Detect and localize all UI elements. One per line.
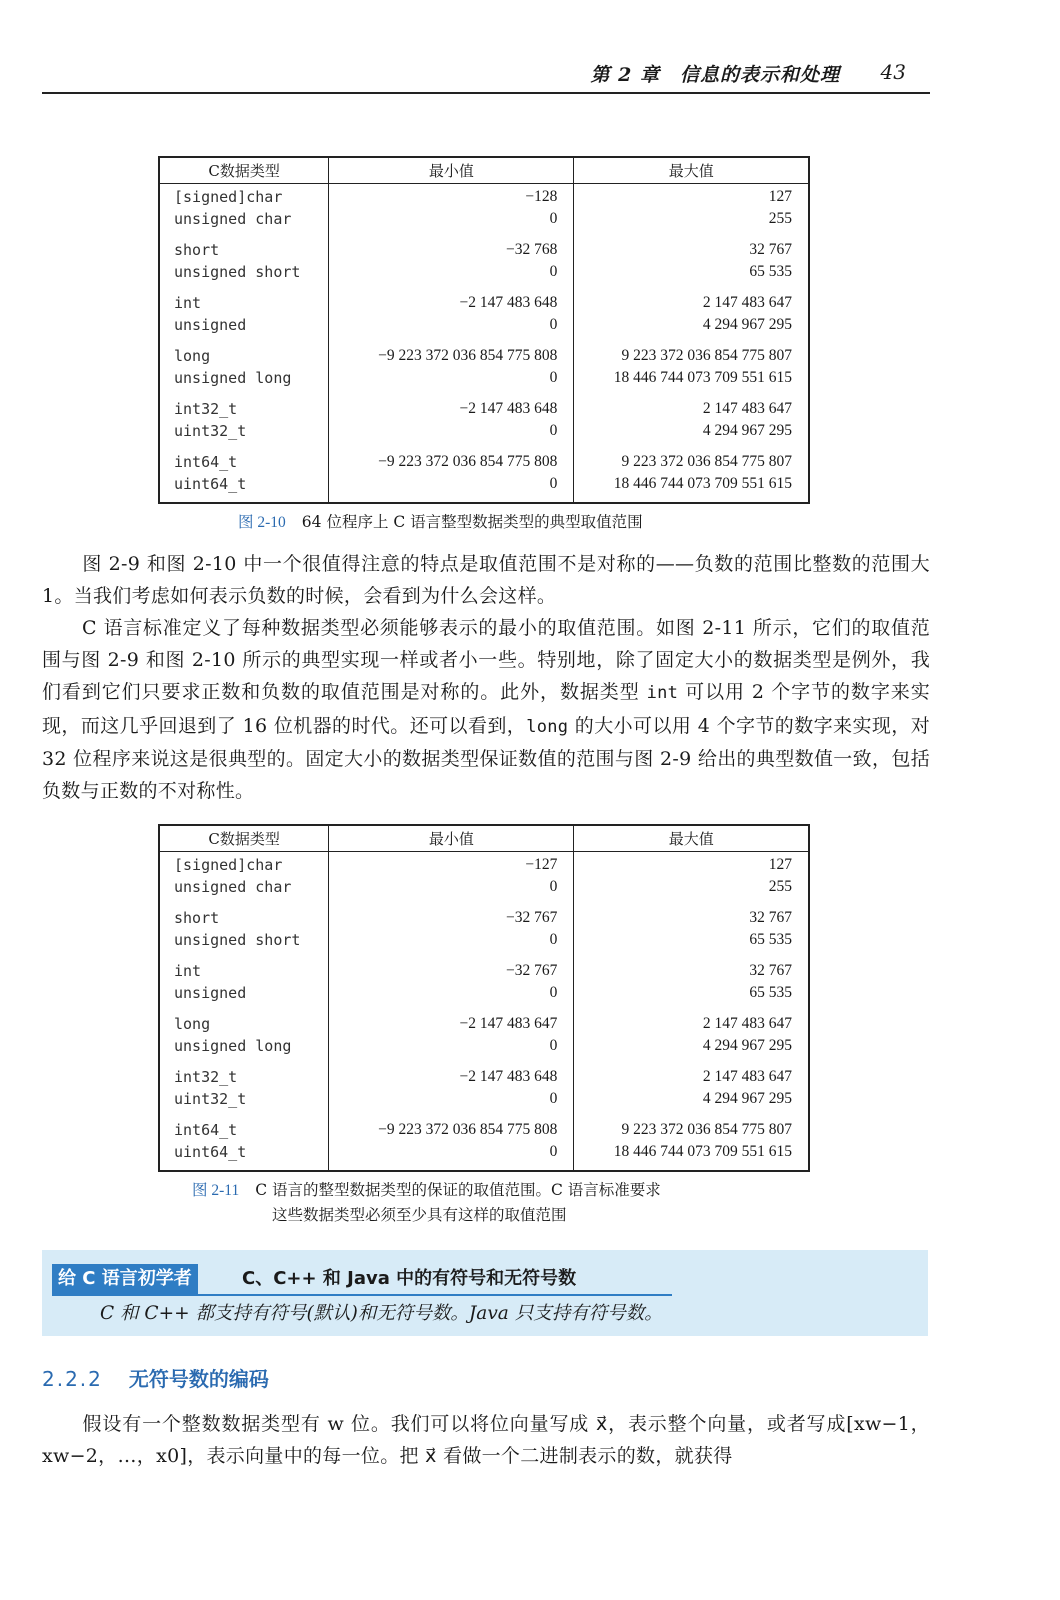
min-value: −2 147 483 647 (459, 1015, 558, 1032)
paragraph-text: 的大小可以用 4 个字节的数字来实现，对 32 位程序来说这是很典型的。固定大小的数据类型保证数值的范围与图 2-9 给出的典型数值一致，包括负数与正数的不对称性。 (42, 714, 931, 803)
column-header-max: 最大值 (574, 157, 809, 184)
aside-box (42, 1250, 928, 1336)
figure-label: 图 2-11 (192, 1182, 240, 1199)
table-row (159, 343, 809, 396)
type-name: unsigned (174, 316, 247, 334)
table-row (159, 290, 809, 343)
max-value: 2 147 483 647 (702, 400, 792, 417)
caption-text: 64 位程序上 C 语言整型数据类型的典型取值范围 (301, 513, 643, 531)
min-value: −2 147 483 648 (459, 1068, 558, 1085)
max-value: 9 223 372 036 854 775 807 (621, 453, 792, 470)
section-number: 2.2.2 (42, 1367, 103, 1391)
table-row (159, 396, 809, 449)
type-name: long (174, 347, 211, 365)
max-value: 127 (768, 188, 792, 205)
max-value: 65 535 (749, 263, 792, 280)
paragraph-text: C 语言标准定义了每种数据类型必须能够表示的最小的取值范围。如图 2-11 所示，它们的取值范围与图 2-9 和图 2-10 所示的典型实现一样或者小一些。特别地，除了固定大小的数据类型是例外，我们看到它们只要求正数和负数的取值范围是对称的。此外，数据类型 (42, 617, 930, 704)
type-name: [signed]char (174, 856, 283, 874)
type-name: short (174, 909, 220, 927)
max-value: 255 (768, 210, 792, 227)
max-value: 2 147 483 647 (702, 294, 792, 311)
min-value: 0 (549, 316, 558, 333)
column-header-type: C数据类型 (159, 157, 329, 184)
body-paragraph (42, 1408, 930, 1472)
min-value: −32 767 (506, 909, 558, 926)
min-value: −9 223 372 036 854 775 808 (378, 347, 558, 364)
min-value: 0 (549, 1143, 558, 1160)
type-name: [signed]char (174, 188, 283, 206)
min-value: −32 768 (506, 241, 558, 258)
max-value: 32 767 (749, 962, 792, 979)
max-value: 4 294 967 295 (702, 1090, 792, 1107)
max-value: 9 223 372 036 854 775 807 (621, 347, 792, 364)
type-name: int64_t (174, 1121, 238, 1139)
type-name: short (174, 241, 220, 259)
page-number: 43 (880, 60, 906, 84)
max-value: 4 294 967 295 (702, 422, 792, 439)
figure-caption (192, 1178, 661, 1227)
table-row (159, 1117, 809, 1171)
type-name: uint64_t (174, 475, 247, 493)
table-row (159, 905, 809, 958)
min-value: 0 (549, 1090, 558, 1107)
min-value: −127 (525, 856, 558, 873)
running-header (42, 58, 930, 94)
table-row (159, 852, 809, 906)
type-name: unsigned char (174, 210, 292, 228)
type-name: long (174, 1015, 211, 1033)
table-row (159, 1011, 809, 1064)
type-name: int (174, 294, 202, 312)
paragraph-text: 可以用 2 个字节的数字来实现，而这几乎回退到了 16 位机器的时代。还可以看到， (42, 681, 931, 737)
max-value: 32 767 (749, 909, 792, 926)
max-value: 65 535 (749, 984, 792, 1001)
type-name: uint64_t (174, 1143, 247, 1161)
min-value: −32 767 (506, 962, 558, 979)
type-name: unsigned char (174, 878, 292, 896)
column-header-type: C数据类型 (159, 825, 329, 852)
max-value: 9 223 372 036 854 775 807 (621, 1121, 792, 1138)
table-row (159, 958, 809, 1011)
type-name: int32_t (174, 400, 238, 418)
caption-text: C 语言的整型数据类型的保证的取值范围。C 语言标准要求 (255, 1181, 661, 1199)
type-name: int (174, 962, 202, 980)
min-value: −128 (525, 188, 558, 205)
max-value: 255 (768, 878, 792, 895)
table-row (159, 449, 809, 503)
inline-code: int (646, 683, 679, 704)
figure-caption (238, 510, 643, 535)
max-value: 65 535 (749, 931, 792, 948)
section-title: 无符号数的编码 (128, 1367, 269, 1391)
max-value: 18 446 744 073 709 551 615 (613, 475, 792, 492)
paragraph-text: 图 2-9 和图 2-10 中一个很值得注意的特点是取值范围不是对称的——负数的范围比整数的范围大 1。当我们考虑如何表示负数的时候，会看到为什么会这样。 (42, 553, 930, 608)
min-value: 0 (549, 263, 558, 280)
type-name: unsigned long (174, 369, 292, 387)
body-paragraph (42, 612, 930, 807)
min-value: −9 223 372 036 854 775 808 (378, 453, 558, 470)
aside-text: C 和 C++ 都支持有符号(默认)和无符号数。Java 只支持有符号数。 (100, 1303, 663, 1324)
max-value: 18 446 744 073 709 551 615 (613, 1143, 792, 1160)
section-heading (42, 1364, 269, 1394)
aside-rule (52, 1294, 672, 1296)
type-name: int32_t (174, 1068, 238, 1086)
table-row (159, 184, 809, 238)
chapter-title: 第 2 章 信息的表示和处理 (590, 64, 840, 86)
type-name: int64_t (174, 453, 238, 471)
min-value: 0 (549, 210, 558, 227)
min-value: 0 (549, 369, 558, 386)
min-value: 0 (549, 1037, 558, 1054)
min-value: 0 (549, 422, 558, 439)
max-value: 4 294 967 295 (702, 1037, 792, 1054)
body-paragraph (42, 548, 930, 612)
table-row (159, 1064, 809, 1117)
min-value: 0 (549, 984, 558, 1001)
range-table-guaranteed (158, 824, 810, 1172)
paragraph-text: 假设有一个整数数据类型有 w 位。我们可以将位向量写成 x⃗，表示整个向量，或者写成[xw−1，xw−2，…，x0]，表示向量中的每一位。把 x⃗ 看做一个二进制表示的数，就获得 (42, 1413, 930, 1468)
max-value: 2 147 483 647 (702, 1015, 792, 1032)
type-name: unsigned short (174, 263, 301, 281)
type-name: uint32_t (174, 422, 247, 440)
column-header-max: 最大值 (574, 825, 809, 852)
max-value: 18 446 744 073 709 551 615 (613, 369, 792, 386)
min-value: 0 (549, 475, 558, 492)
max-value: 32 767 (749, 241, 792, 258)
figure-label: 图 2-10 (238, 514, 286, 531)
inline-code: long (526, 716, 569, 737)
type-name: unsigned short (174, 931, 301, 949)
type-name: unsigned (174, 984, 247, 1002)
caption-text: 这些数据类型必须至少具有这样的取值范围 (272, 1206, 567, 1224)
range-table-64bit (158, 156, 810, 504)
max-value: 2 147 483 647 (702, 1068, 792, 1085)
aside-title: C、C++ 和 Java 中的有符号和无符号数 (242, 1268, 577, 1289)
aside-tag: 给 C 语言初学者 (52, 1264, 198, 1294)
max-value: 127 (768, 856, 792, 873)
column-header-min: 最小值 (329, 825, 574, 852)
table-row (159, 237, 809, 290)
type-name: uint32_t (174, 1090, 247, 1108)
column-header-min: 最小值 (329, 157, 574, 184)
min-value: 0 (549, 878, 558, 895)
min-value: 0 (549, 931, 558, 948)
min-value: −9 223 372 036 854 775 808 (378, 1121, 558, 1138)
min-value: −2 147 483 648 (459, 400, 558, 417)
max-value: 4 294 967 295 (702, 316, 792, 333)
min-value: −2 147 483 648 (459, 294, 558, 311)
type-name: unsigned long (174, 1037, 292, 1055)
